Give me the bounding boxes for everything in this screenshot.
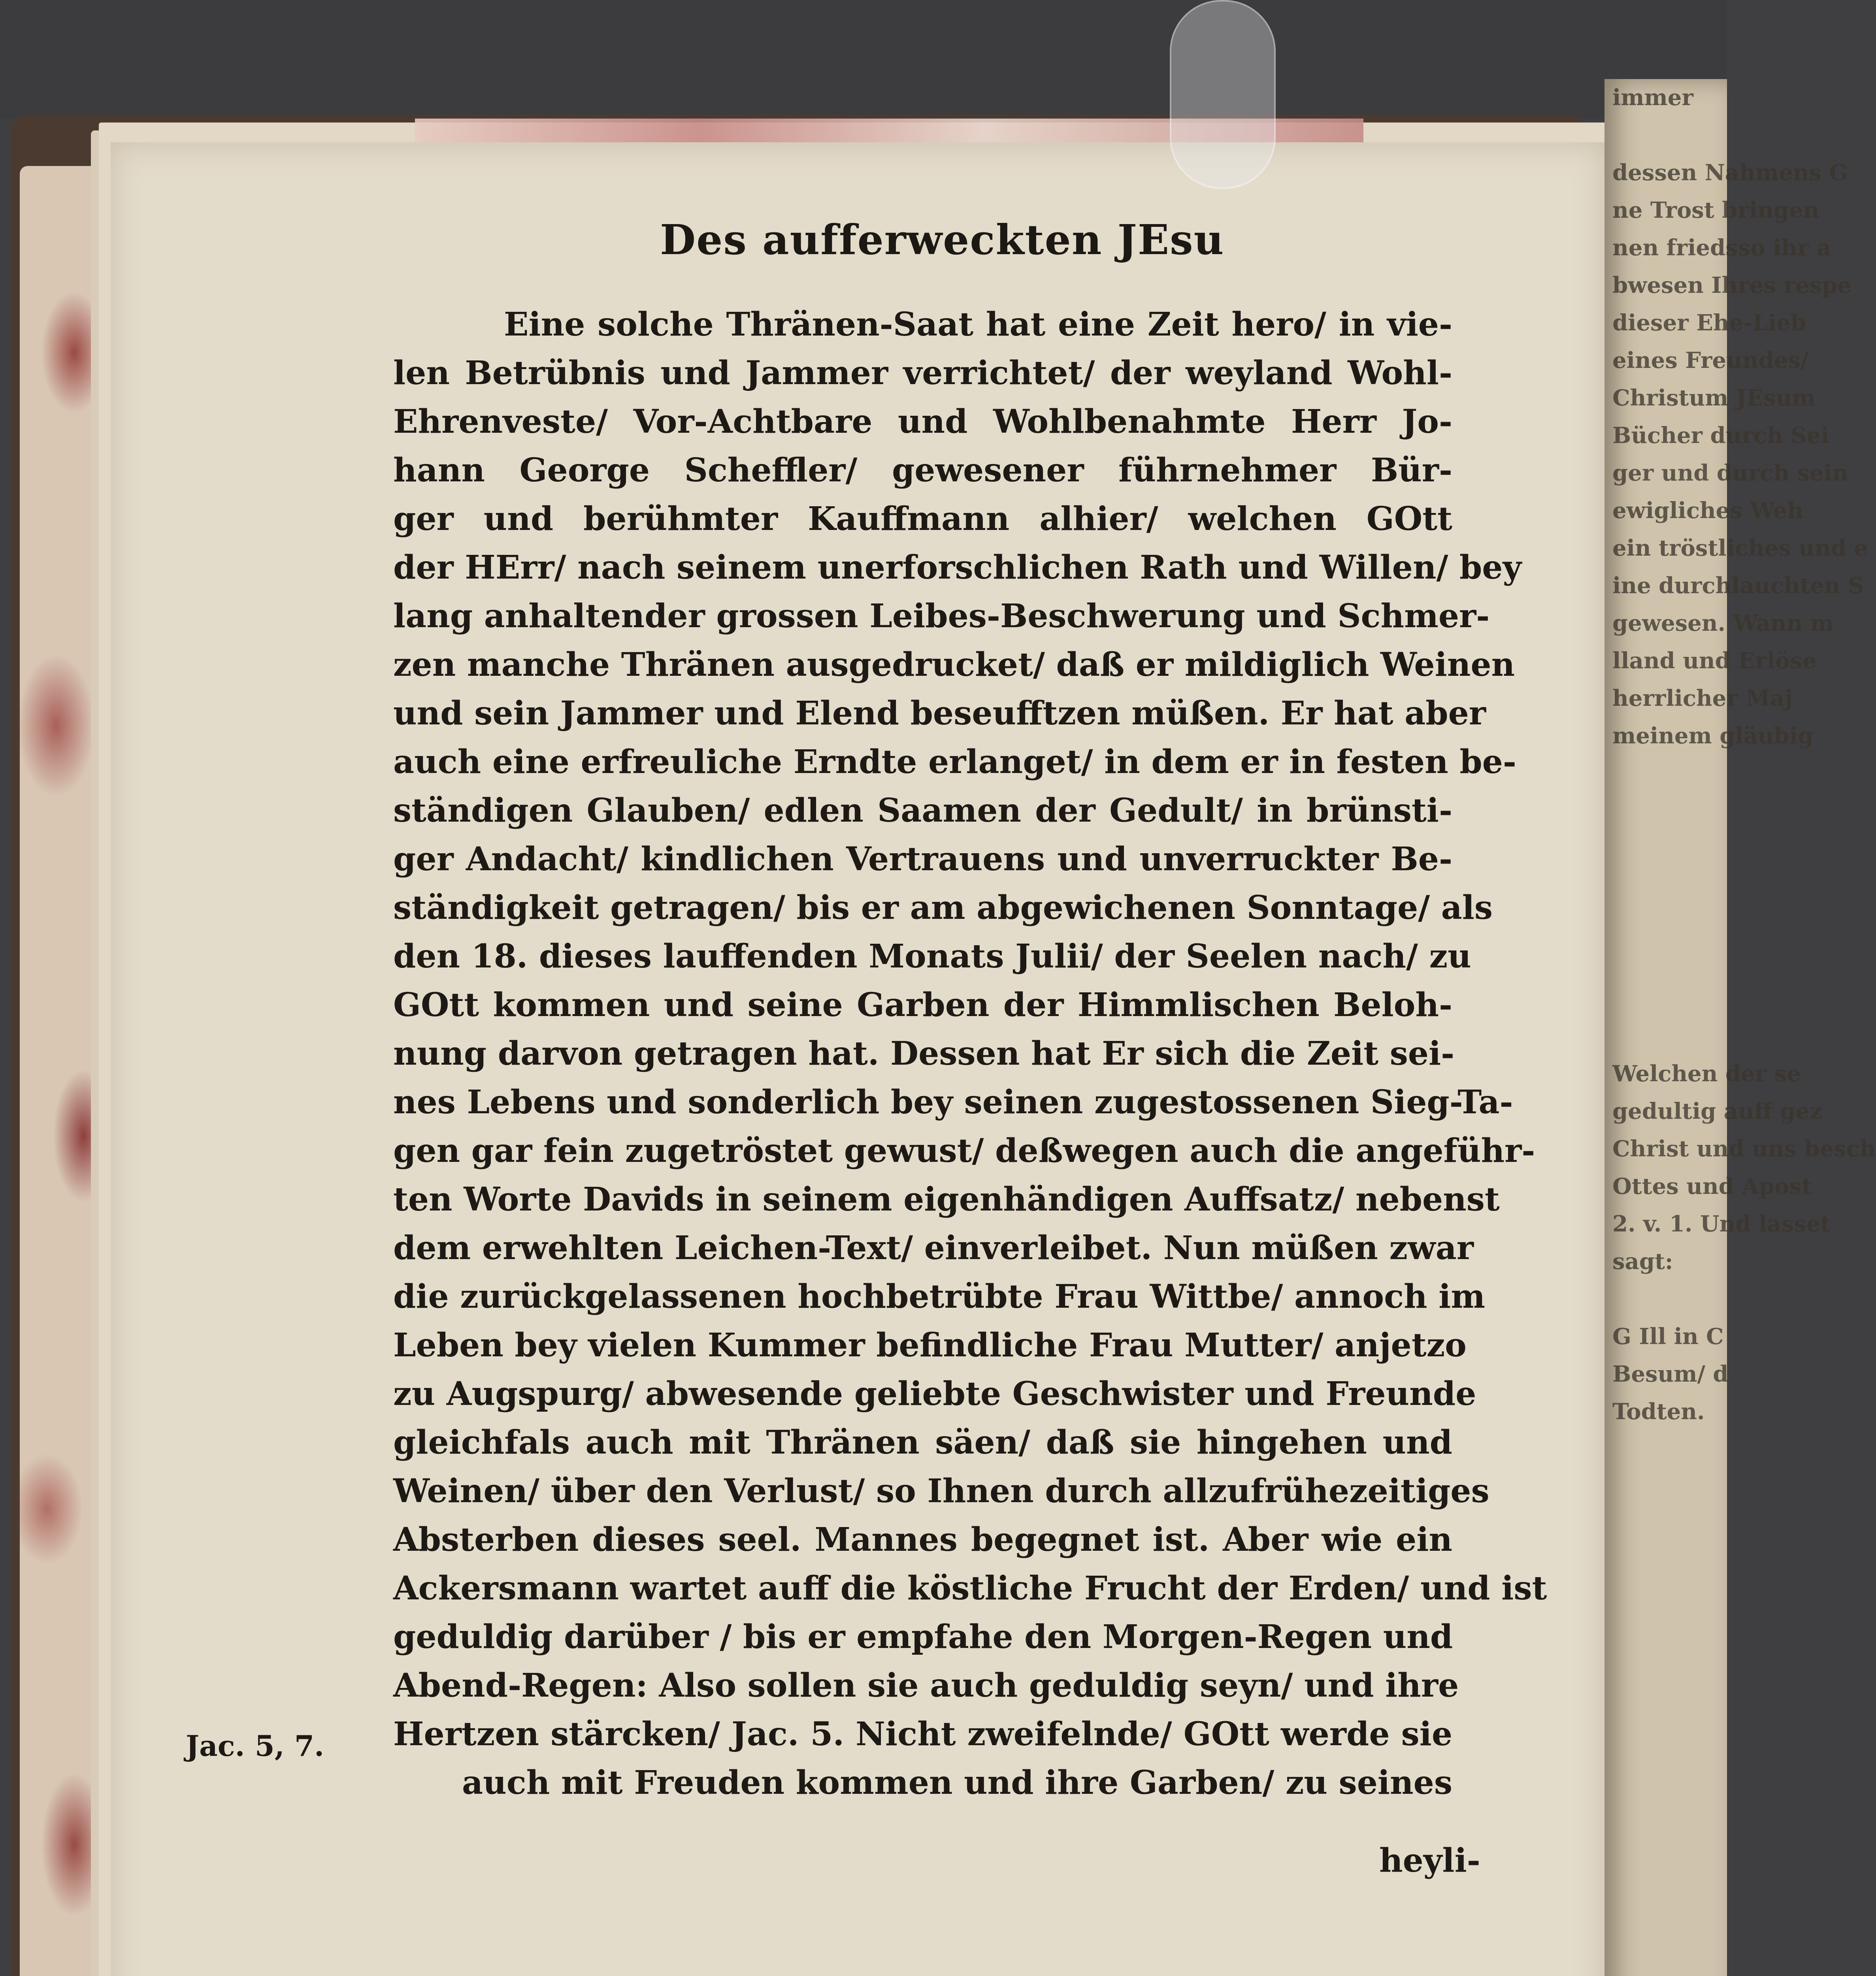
text-line: der HErr/ nach seinem unerforschlichen Rath und Willen/ bey bbox=[393, 549, 1522, 586]
facing-line: gedultig auff gez bbox=[1612, 1098, 1822, 1124]
facing-line: Ottes und Apost bbox=[1612, 1173, 1812, 1199]
text-line: ständigkeit getragen/ bis er am abgewichenen Sonntage/ als bbox=[393, 889, 1493, 927]
text-line: zu Augspurg/ abwesende geliebte Geschwister und Freunde bbox=[393, 1375, 1476, 1413]
facing-line: Todten. bbox=[1612, 1399, 1705, 1425]
facing-line bbox=[1612, 867, 1731, 905]
facing-line: dieser Ehe-Lieb bbox=[1612, 310, 1806, 336]
text-line: gen gar fein zugetröstet gewust/ deßwegen auch die angeführ- bbox=[393, 1132, 1535, 1170]
text-line: Weinen/ über den Verlust/ so Ihnen durch allzufrühezeitiges bbox=[393, 1472, 1489, 1510]
facing-line bbox=[1612, 980, 1731, 1018]
text-line: hann George Scheffler/ gewesener führnehmer Bür- bbox=[393, 451, 1452, 489]
facing-page-text bbox=[1612, 79, 1876, 1431]
text-line: die zurückgelassenen hochbetrübte Frau Wittbe/ annoch im bbox=[393, 1278, 1486, 1316]
facing-line: lland und Erlöse bbox=[1612, 648, 1817, 674]
catchword: heyli- bbox=[1379, 1842, 1480, 1880]
facing-page bbox=[1604, 79, 1876, 1976]
facing-line: Besum/ d bbox=[1612, 1361, 1729, 1387]
facing-line: Christum JEsum bbox=[1612, 385, 1816, 411]
running-head: Des aufferweckten JEsu bbox=[660, 215, 1225, 264]
text-line: Leben bey vielen Kummer befindliche Frau Mutter/ anjetzo bbox=[393, 1326, 1467, 1364]
text-line: dem erwehlten Leichen-Text/ einverleibet. Nun müßen zwar bbox=[393, 1229, 1474, 1267]
text-line: GOtt kommen und seine Garben der Himmlischen Beloh- bbox=[393, 986, 1452, 1024]
text-line: Ehrenveste/ Vor-Achtbare und Wohlbenahmte Herr Jo- bbox=[393, 403, 1452, 441]
facing-line bbox=[1612, 117, 1731, 154]
facing-line: Christ und uns besch bbox=[1612, 1136, 1876, 1162]
facing-line: gewesen. Wann m bbox=[1612, 610, 1834, 636]
text-line: und sein Jammer und Elend beseufftzen müßen. Er hat aber bbox=[393, 694, 1486, 732]
facing-line bbox=[1612, 1280, 1731, 1318]
text-line: len Betrübnis und Jammer verrichtet/ der weyland Wohl- bbox=[393, 354, 1452, 392]
facing-line: immer bbox=[1612, 85, 1693, 111]
text-line: ständigen Glauben/ edlen Saamen der Gedult/ in brünsti- bbox=[393, 792, 1452, 830]
body-text bbox=[393, 300, 1547, 1807]
text-line: Hertzen stärcken/ Jac. 5. Nicht zweifelnde/ GOtt werde sie bbox=[393, 1715, 1452, 1753]
text-line: geduldig darüber / bis er empfahe den Morgen-Regen und bbox=[393, 1618, 1453, 1656]
facing-line: eines Freundes/ bbox=[1612, 347, 1809, 373]
facing-line: dessen Nahmens G bbox=[1612, 160, 1848, 186]
facing-line: sagt: bbox=[1612, 1248, 1673, 1275]
facing-line bbox=[1612, 1018, 1731, 1055]
text-line: Absterben dieses seel. Mannes begegnet ist. Aber wie ein bbox=[393, 1521, 1452, 1559]
facing-line: ewigliches Weh bbox=[1612, 498, 1803, 524]
text-line: nung darvon getragen hat. Dessen hat Er sich die Zeit sei- bbox=[393, 1035, 1455, 1073]
facing-line: ger und durch sein bbox=[1612, 460, 1848, 486]
text-line: auch mit Freuden kommen und ihre Garben/ zu seines bbox=[462, 1764, 1452, 1802]
facing-line: nen friedsso ihr a bbox=[1612, 235, 1831, 261]
text-line: gleichfals auch mit Thränen säen/ daß sie hingehen und bbox=[393, 1424, 1452, 1461]
text-line: den 18. dieses lauffenden Monats Julii/ der Seelen nach/ zu bbox=[393, 937, 1471, 975]
text-line: zen manche Thränen ausgedrucket/ daß er mildiglich Weinen bbox=[393, 646, 1515, 684]
text-line: ger Andacht/ kindlichen Vertrauens und unverruckter Be- bbox=[393, 840, 1452, 878]
facing-line: Bücher durch Sei bbox=[1612, 422, 1829, 449]
facing-line: 2. v. 1. Und lasset bbox=[1612, 1211, 1831, 1237]
facing-line: bwesen Ihres respe bbox=[1612, 272, 1851, 298]
facing-line: herrlicher Maj bbox=[1612, 685, 1793, 711]
facing-line: ne Trost bringen bbox=[1612, 197, 1819, 223]
margin-note: Jac. 5, 7. bbox=[186, 1729, 324, 1763]
facing-line: Welchen der se bbox=[1612, 1061, 1801, 1087]
facing-line bbox=[1612, 792, 1731, 830]
facing-line: ein tröstliches und e bbox=[1612, 535, 1868, 561]
facing-line: G Ill in C bbox=[1612, 1324, 1724, 1350]
text-line: Abend-Regen: Also sollen sie auch geduldig seyn/ und ihre bbox=[393, 1667, 1459, 1704]
text-line: lang anhaltender grossen Leibes-Beschwerung und Schmer- bbox=[393, 597, 1490, 635]
text-line: ten Worte Davids in seinem eigenhändigen Auffsatz/ nebenst bbox=[393, 1180, 1500, 1218]
text-line: auch eine erfreuliche Erndte erlanget/ in dem er in festen be- bbox=[393, 743, 1516, 781]
text-line: nes Lebens und sonderlich bey seinen zugestossenen Sieg-Ta- bbox=[393, 1083, 1513, 1121]
facing-line bbox=[1612, 755, 1731, 792]
facing-line bbox=[1612, 905, 1731, 943]
facing-line bbox=[1612, 830, 1731, 867]
text-line: ger und berühmter Kauffmann alhier/ welchen GOtt bbox=[393, 500, 1452, 538]
text-line: Eine solche Thränen-Saat hat eine Zeit hero/ in vie- bbox=[504, 305, 1452, 343]
facing-line: ine durchlauchten S bbox=[1612, 573, 1864, 599]
facing-line bbox=[1612, 943, 1731, 980]
facing-line: meinem gläubig bbox=[1612, 723, 1814, 749]
scanner-background bbox=[0, 0, 1727, 119]
page-clip-top bbox=[1170, 0, 1276, 189]
text-line: Ackersmann wartet auff die köstliche Frucht der Erden/ und ist bbox=[393, 1569, 1547, 1607]
